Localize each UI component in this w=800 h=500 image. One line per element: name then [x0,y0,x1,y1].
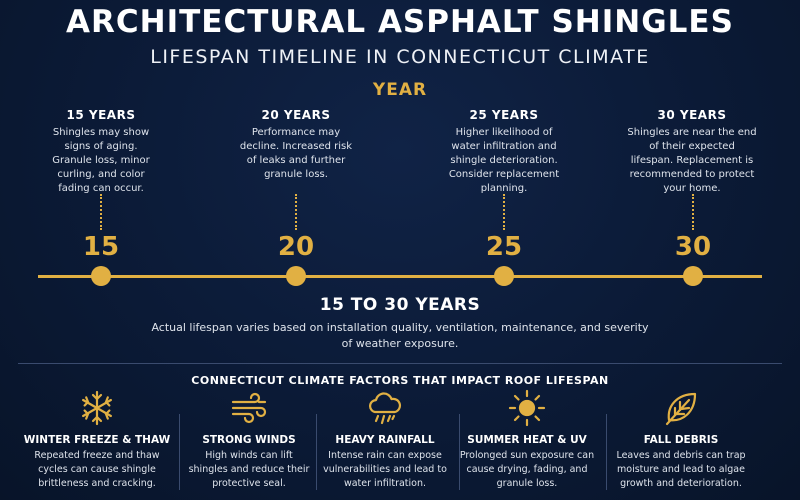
range-description: Actual lifespan varies based on installation quality, ventilation, maintenance, and severity of weather exposure. [151,321,649,350]
connector-dots [295,194,297,230]
factor-separator [606,414,607,490]
milestone-number: 30 [674,232,712,262]
milestone-description: Shingles may show signs of aging. Granule loss, minor curling, and color fading can occur. [52,127,150,194]
factor-winter [22,388,172,491]
factor-heat [452,388,602,491]
factor-winds [174,388,324,491]
factor-debris [606,388,756,491]
factor-separator [459,414,460,490]
rain-cloud-icon [365,388,405,428]
section-divider [18,363,782,364]
factor-heading: SUMMER HEAT & UV [467,434,587,446]
factor-separator [316,414,317,490]
connector-dots [692,194,694,230]
leaf-icon [661,388,701,428]
milestone-number: 15 [82,232,120,262]
wind-icon [229,388,269,428]
timeline-dot [91,266,111,286]
milestone-heading: 30 YEARS [657,108,727,122]
factor-description: High winds can lift shingles and reduce their protective seal. [188,450,310,489]
factor-description: Leaves and debris can trap moisture and lead to algae growth and deterioration. [616,450,746,489]
milestone-heading: 25 YEARS [469,108,539,122]
factor-heading: HEAVY RAINFALL [335,434,435,446]
timeline-dot [286,266,306,286]
milestone-30 [617,108,767,196]
milestone-25 [429,108,579,196]
milestone-number: 20 [277,232,315,262]
factor-description: Intense rain can expose vulnerabilities and lead to water infiltration. [323,450,447,489]
milestone-20 [221,108,371,182]
milestone-description: Higher likelihood of water infiltration and shingle deterioration. Consider replacement planning. [448,127,560,194]
connector-dots [100,194,102,230]
timeline-dot [683,266,703,286]
snowflake-icon [77,388,117,428]
axis-label: YEAR [372,80,428,100]
factor-heading: STRONG WINDS [202,434,296,446]
range-title: 15 TO 30 YEARS [319,295,481,315]
timeline-line [38,275,762,278]
connector-dots [503,194,505,230]
page-subtitle: LIFESPAN TIMELINE IN CONNECTICUT CLIMATE [150,46,650,68]
milestone-description: Performance may decline. Increased risk of leaks and further granule loss. [239,127,353,180]
milestone-number: 25 [485,232,523,262]
factors-title: CONNECTICUT CLIMATE FACTORS THAT IMPACT ROOF LIFESPAN [191,374,609,387]
factor-separator [179,414,180,490]
factor-description: Prolonged sun exposure can cause drying, fading, and granule loss. [459,450,595,489]
factor-rainfall [310,388,460,491]
factor-description: Repeated freeze and thaw cycles can cause shingle brittleness and cracking. [34,450,160,489]
page-title: ARCHITECTURAL ASPHALT SHINGLES [66,4,734,40]
milestone-heading: 15 YEARS [66,108,136,122]
milestone-15 [26,108,176,196]
milestone-heading: 20 YEARS [261,108,331,122]
factor-heading: WINTER FREEZE & THAW [23,434,171,446]
sun-icon [507,388,547,428]
timeline-dot [494,266,514,286]
factor-heading: FALL DEBRIS [643,434,719,446]
milestone-description: Shingles are near the end of their expected lifespan. Replacement is recommended to protect your home. [627,127,757,194]
